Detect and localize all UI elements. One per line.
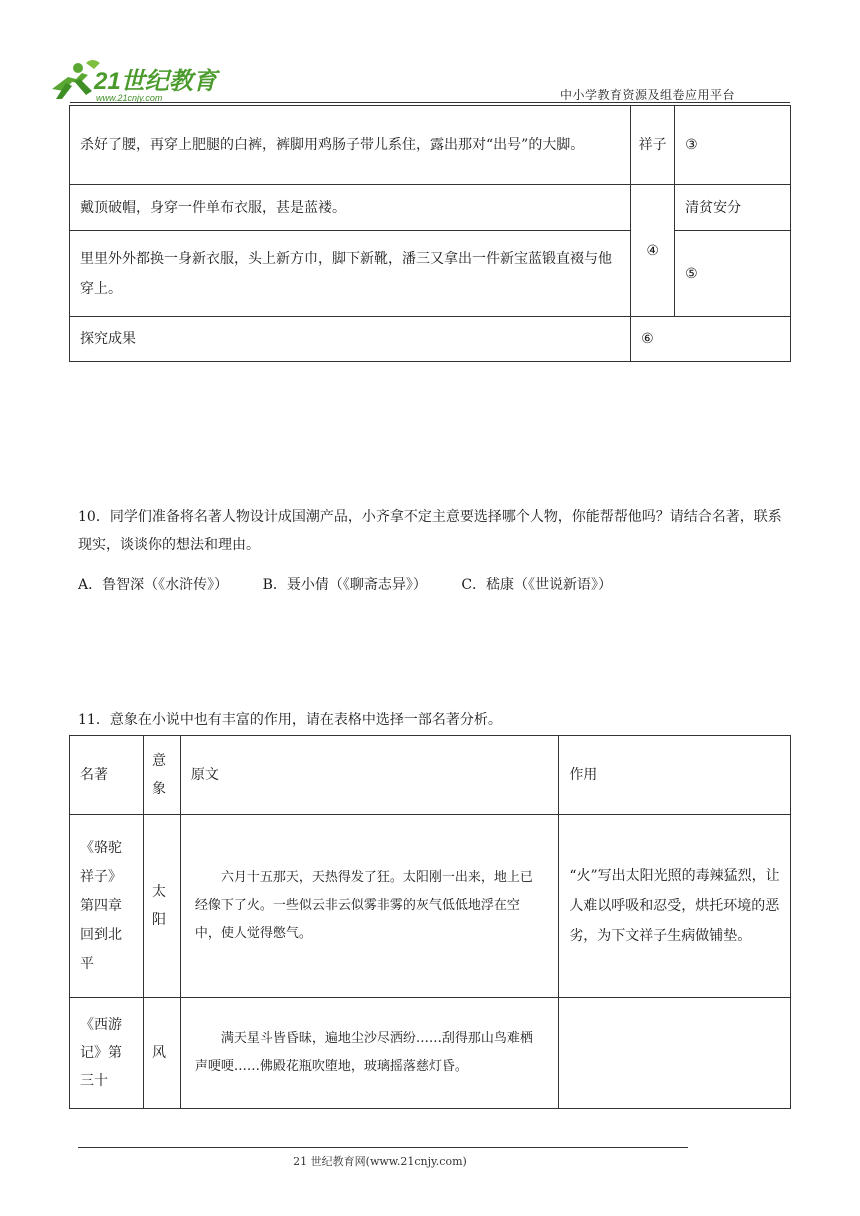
logo-url: www.21cnjy.com — [96, 93, 163, 103]
book-cell: 《西游记》第三十 — [70, 998, 144, 1109]
book-cell: 《骆驼祥子》第四章回到北平 — [70, 815, 144, 998]
image-cell: 风 — [143, 998, 180, 1109]
question-11: 11．意象在小说中也有丰富的作用，请在表格中选择一部名著分析。 — [78, 712, 502, 728]
table-row — [70, 317, 791, 362]
platform-name: 中小学教育资源及组卷应用平台 — [560, 88, 736, 102]
table-cell: 里里外外都换一身新衣服，头上新方巾，脚下新靴，潘三又拿出一件新宝蓝锻直裰与他穿上。 — [70, 231, 631, 317]
table-cell: 杀好了腰，再穿上肥腿的白裤，裤脚用鸡肠子带儿系住，露出那对“出号”的大脚。 — [70, 106, 631, 185]
header-cell: 原文 — [180, 736, 558, 815]
table-row — [70, 106, 791, 185]
image-cell: 太阳 — [143, 815, 180, 998]
table-cell: 祥子 — [631, 106, 675, 185]
header-divider — [70, 102, 790, 103]
table-cell: 戴顶破帽，身穿一件单布衣服，甚是蓝褛。 — [70, 185, 631, 231]
table-cell: ④ — [631, 185, 675, 317]
imagery-table — [69, 735, 791, 1109]
header-cell: 意象 — [143, 736, 180, 815]
effect-cell[interactable] — [559, 998, 791, 1109]
table-cell: 清贫安分 — [675, 185, 791, 231]
table-header-row — [70, 736, 791, 815]
runner-icon — [52, 60, 100, 99]
table-row — [70, 815, 791, 998]
logo-text: 21世纪教育 — [94, 68, 217, 95]
effect-cell: “火”写出太阳光照的毒辣猛烈，让人难以呼吸和忍受，烘托环境的恶劣，为下文祥子生病做铺垫。 — [559, 815, 791, 998]
question-10-choices — [78, 571, 642, 599]
question-10: 10．同学们准备将名著人物设计成国潮产品，小齐拿不定主意要选择哪个人物，你能帮帮他吗？请结合名著，联系现实，谈谈你的想法和理由。 — [78, 509, 782, 553]
header-cell: 名著 — [70, 736, 144, 815]
footer-text: 21 世纪教育网(www.21cnjy.com) — [293, 1155, 467, 1168]
site-logo — [42, 55, 232, 105]
analysis-table-top — [69, 105, 791, 362]
table-row — [70, 998, 791, 1109]
choice-b: B．聂小倩（《聊斋志异》） — [262, 577, 427, 593]
table-cell: ⑥ — [631, 317, 791, 362]
footer-divider — [78, 1147, 688, 1148]
table-cell: ③ — [675, 106, 791, 185]
choice-c: C．嵇康（《世说新语》） — [461, 577, 613, 593]
quote-cell: 满天星斗皆昏昧，遍地尘沙尽洒纷……刮得那山鸟难栖声哽哽……佛殿花瓶吹堕地，玻璃摇落慈灯昏。 — [180, 998, 558, 1109]
quote-cell: 六月十五那天，天热得发了狂。太阳刚一出来，地上已经像下了火。一些似云非云似雾非雾的灰气低低地浮在空中，使人觉得憋气。 — [180, 815, 558, 998]
header-cell: 作用 — [559, 736, 791, 815]
choice-a: A．鲁智深（《水浒传》） — [78, 577, 229, 593]
table-row — [70, 185, 791, 231]
table-cell: 探究成果 — [70, 317, 631, 362]
table-cell: ⑤ — [675, 231, 791, 317]
table-row — [70, 231, 791, 317]
